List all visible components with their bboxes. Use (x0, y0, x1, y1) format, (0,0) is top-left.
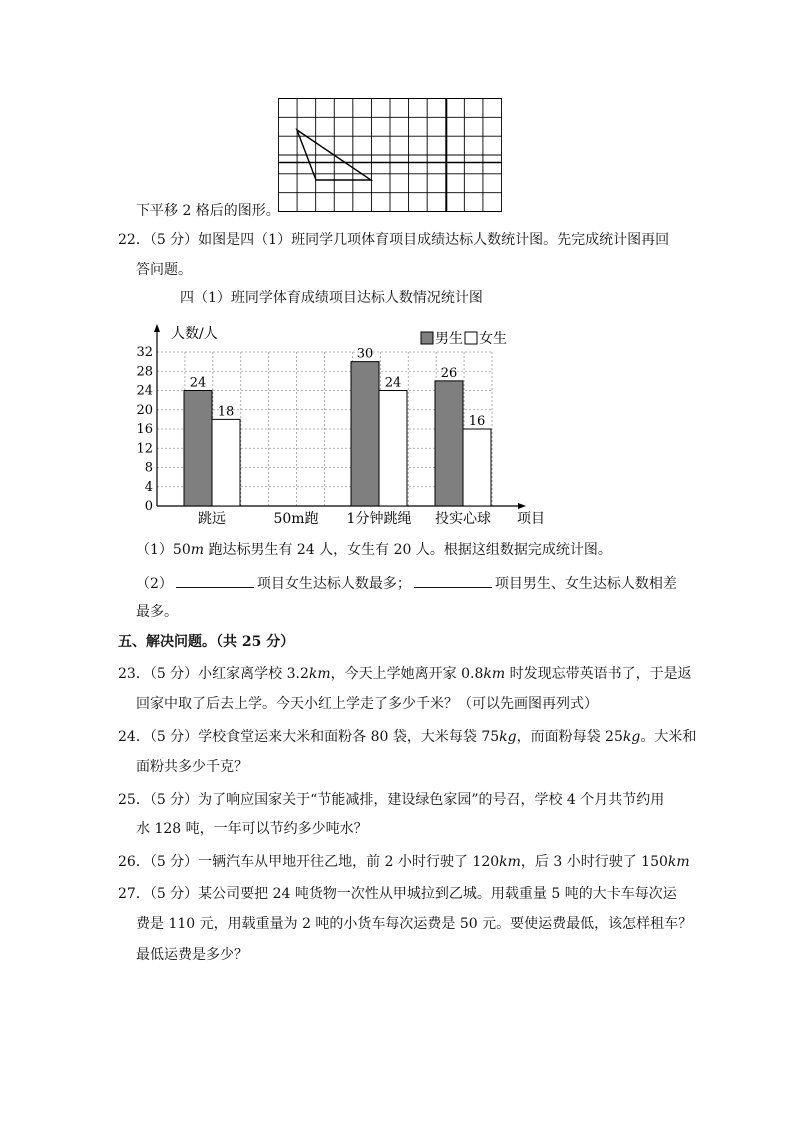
bar-boy (435, 381, 463, 506)
q23-unit-1: km (308, 666, 331, 682)
q22-sub2-label: （2） (136, 576, 173, 592)
bar-girl (212, 419, 240, 506)
x-axis-label: 项目 (517, 511, 545, 527)
legend-boy-label: 男生 (435, 331, 463, 347)
q24-text-a: 24．（5 分）学校食堂运来大米和面粉各 80 袋，大米每袋 75 (118, 729, 500, 745)
q27-line3: 最低运费是多少？ (136, 947, 248, 963)
q22-sub1-prefix: （1）50 (136, 542, 191, 558)
bar-boy (351, 362, 379, 506)
bar-value-label: 26 (440, 365, 458, 381)
x-tick-label: 1分钟跳绳 (346, 511, 412, 527)
y-tick-label: 28 (136, 364, 153, 380)
y-tick-label: 16 (136, 422, 153, 437)
bar-girl (463, 429, 491, 506)
q24-unit-2: kg (622, 729, 641, 745)
section5-heading: 五、解决问题。（共 25 分） (118, 634, 295, 650)
y-axis-label: 人数/人 (171, 326, 218, 342)
bar-value-label: 24 (384, 375, 402, 391)
y-tick-label: 8 (144, 460, 153, 476)
y-axis-arrow (154, 324, 160, 332)
q24-line2: 面粉共多少千克？ (136, 759, 248, 775)
q26-unit-2: km (667, 854, 690, 870)
q26-unit-1: km (499, 854, 521, 870)
q22-sub2-text1: 项目女生达标人数最多； (256, 576, 411, 592)
bar-boy (184, 391, 212, 507)
q23-unit-2: km (483, 666, 506, 682)
q25-line1: 25．（5 分）为了响应国家关于“节能减排，建设绿色家园”的号召，学校 4 个月共节约用 (118, 792, 665, 808)
bar-girl (379, 391, 407, 507)
q23-text-b: ，今天上学她离开家 0.8 (330, 666, 484, 682)
x-tick-label: 50m跑 (273, 511, 319, 527)
q24-unit-1: kg (499, 729, 517, 745)
q22-sub1 (136, 540, 612, 560)
q22-sub2 (136, 573, 677, 594)
bar-value-label: 30 (356, 346, 374, 362)
bar-value-label: 16 (468, 414, 486, 429)
q22-line1: 22．（5 分）如图是四（1）班同学几项体育项目成绩达标人数统计图。先完成统计图再回 (118, 232, 670, 248)
bar-chart (115, 318, 555, 533)
answer-blank-1[interactable] (176, 573, 254, 588)
q27-line2: 费是 110 元，用载重量为 2 吨的小货车每次运费是 50 元。要使运费最低，该怎样租车？ (136, 916, 693, 932)
q22-sub2-text2: 项目男生、女生达标人数相差 (494, 576, 677, 592)
q22-line2: 答问题。 (136, 262, 192, 278)
answer-blank-2[interactable] (414, 573, 492, 588)
y-tick-label: 0 (144, 499, 153, 514)
y-tick-label: 24 (136, 383, 153, 399)
q24-text-b: ，而面粉每袋 25 (516, 729, 623, 745)
q27-line1: 27．（5 分）某公司要把 24 吨货物一次性从甲城拉到乙城。用载重量 5 吨的大卡车每次运 (118, 886, 677, 902)
translation-grid-figure (278, 98, 504, 214)
y-tick-label: 20 (136, 402, 153, 418)
y-tick-label: 12 (136, 441, 153, 457)
chart-title: 四（1）班同学体育成绩项目达标人数情况统计图 (180, 290, 483, 306)
y-tick-label: 4 (144, 479, 153, 495)
q23-line1 (118, 664, 692, 684)
q26-text-a: 26．（5 分）一辆汽车从甲地开往乙地，前 2 小时行驶了 120 (118, 854, 500, 870)
q23-text-c: 时发现忘带英语书了，于是返 (505, 666, 692, 682)
q23-line2: 回家中取了后去上学。今天小红上学走了多少千米？（可以先画图再列式） (136, 696, 598, 712)
q24-line1 (118, 727, 696, 747)
q22-sub1-unit: m (190, 542, 205, 558)
x-tick-label: 跳远 (198, 511, 226, 527)
x-tick-label: 投实心球 (435, 511, 491, 527)
q23-text-a: 23．（5 分）小红家离学校 3.2 (118, 666, 309, 682)
y-tick-label: 32 (136, 345, 153, 360)
q25-line2: 水 128 吨，一年可以节约多少吨水？ (136, 821, 368, 837)
q26-line1 (118, 852, 690, 872)
q22-sub2-end: 最多。 (136, 604, 178, 620)
x-axis-arrow (518, 503, 526, 509)
legend-girl-swatch (465, 332, 477, 344)
bar-value-label: 24 (189, 375, 207, 391)
q22-sub1-rest: 跑达标男生有 24 人，女生有 20 人。根据这组数据完成统计图。 (204, 542, 612, 558)
q24-text-c: 。大米和 (640, 729, 697, 745)
q26-text-b: ，后 3 小时行驶了 150 (520, 854, 668, 870)
legend-boy-swatch (421, 332, 433, 344)
grid-lines (278, 98, 502, 212)
legend-girl-label: 女生 (479, 331, 507, 347)
q21-tail-text: 下平移 2 格后的图形。 (136, 203, 280, 219)
bar-value-label: 18 (217, 404, 235, 420)
